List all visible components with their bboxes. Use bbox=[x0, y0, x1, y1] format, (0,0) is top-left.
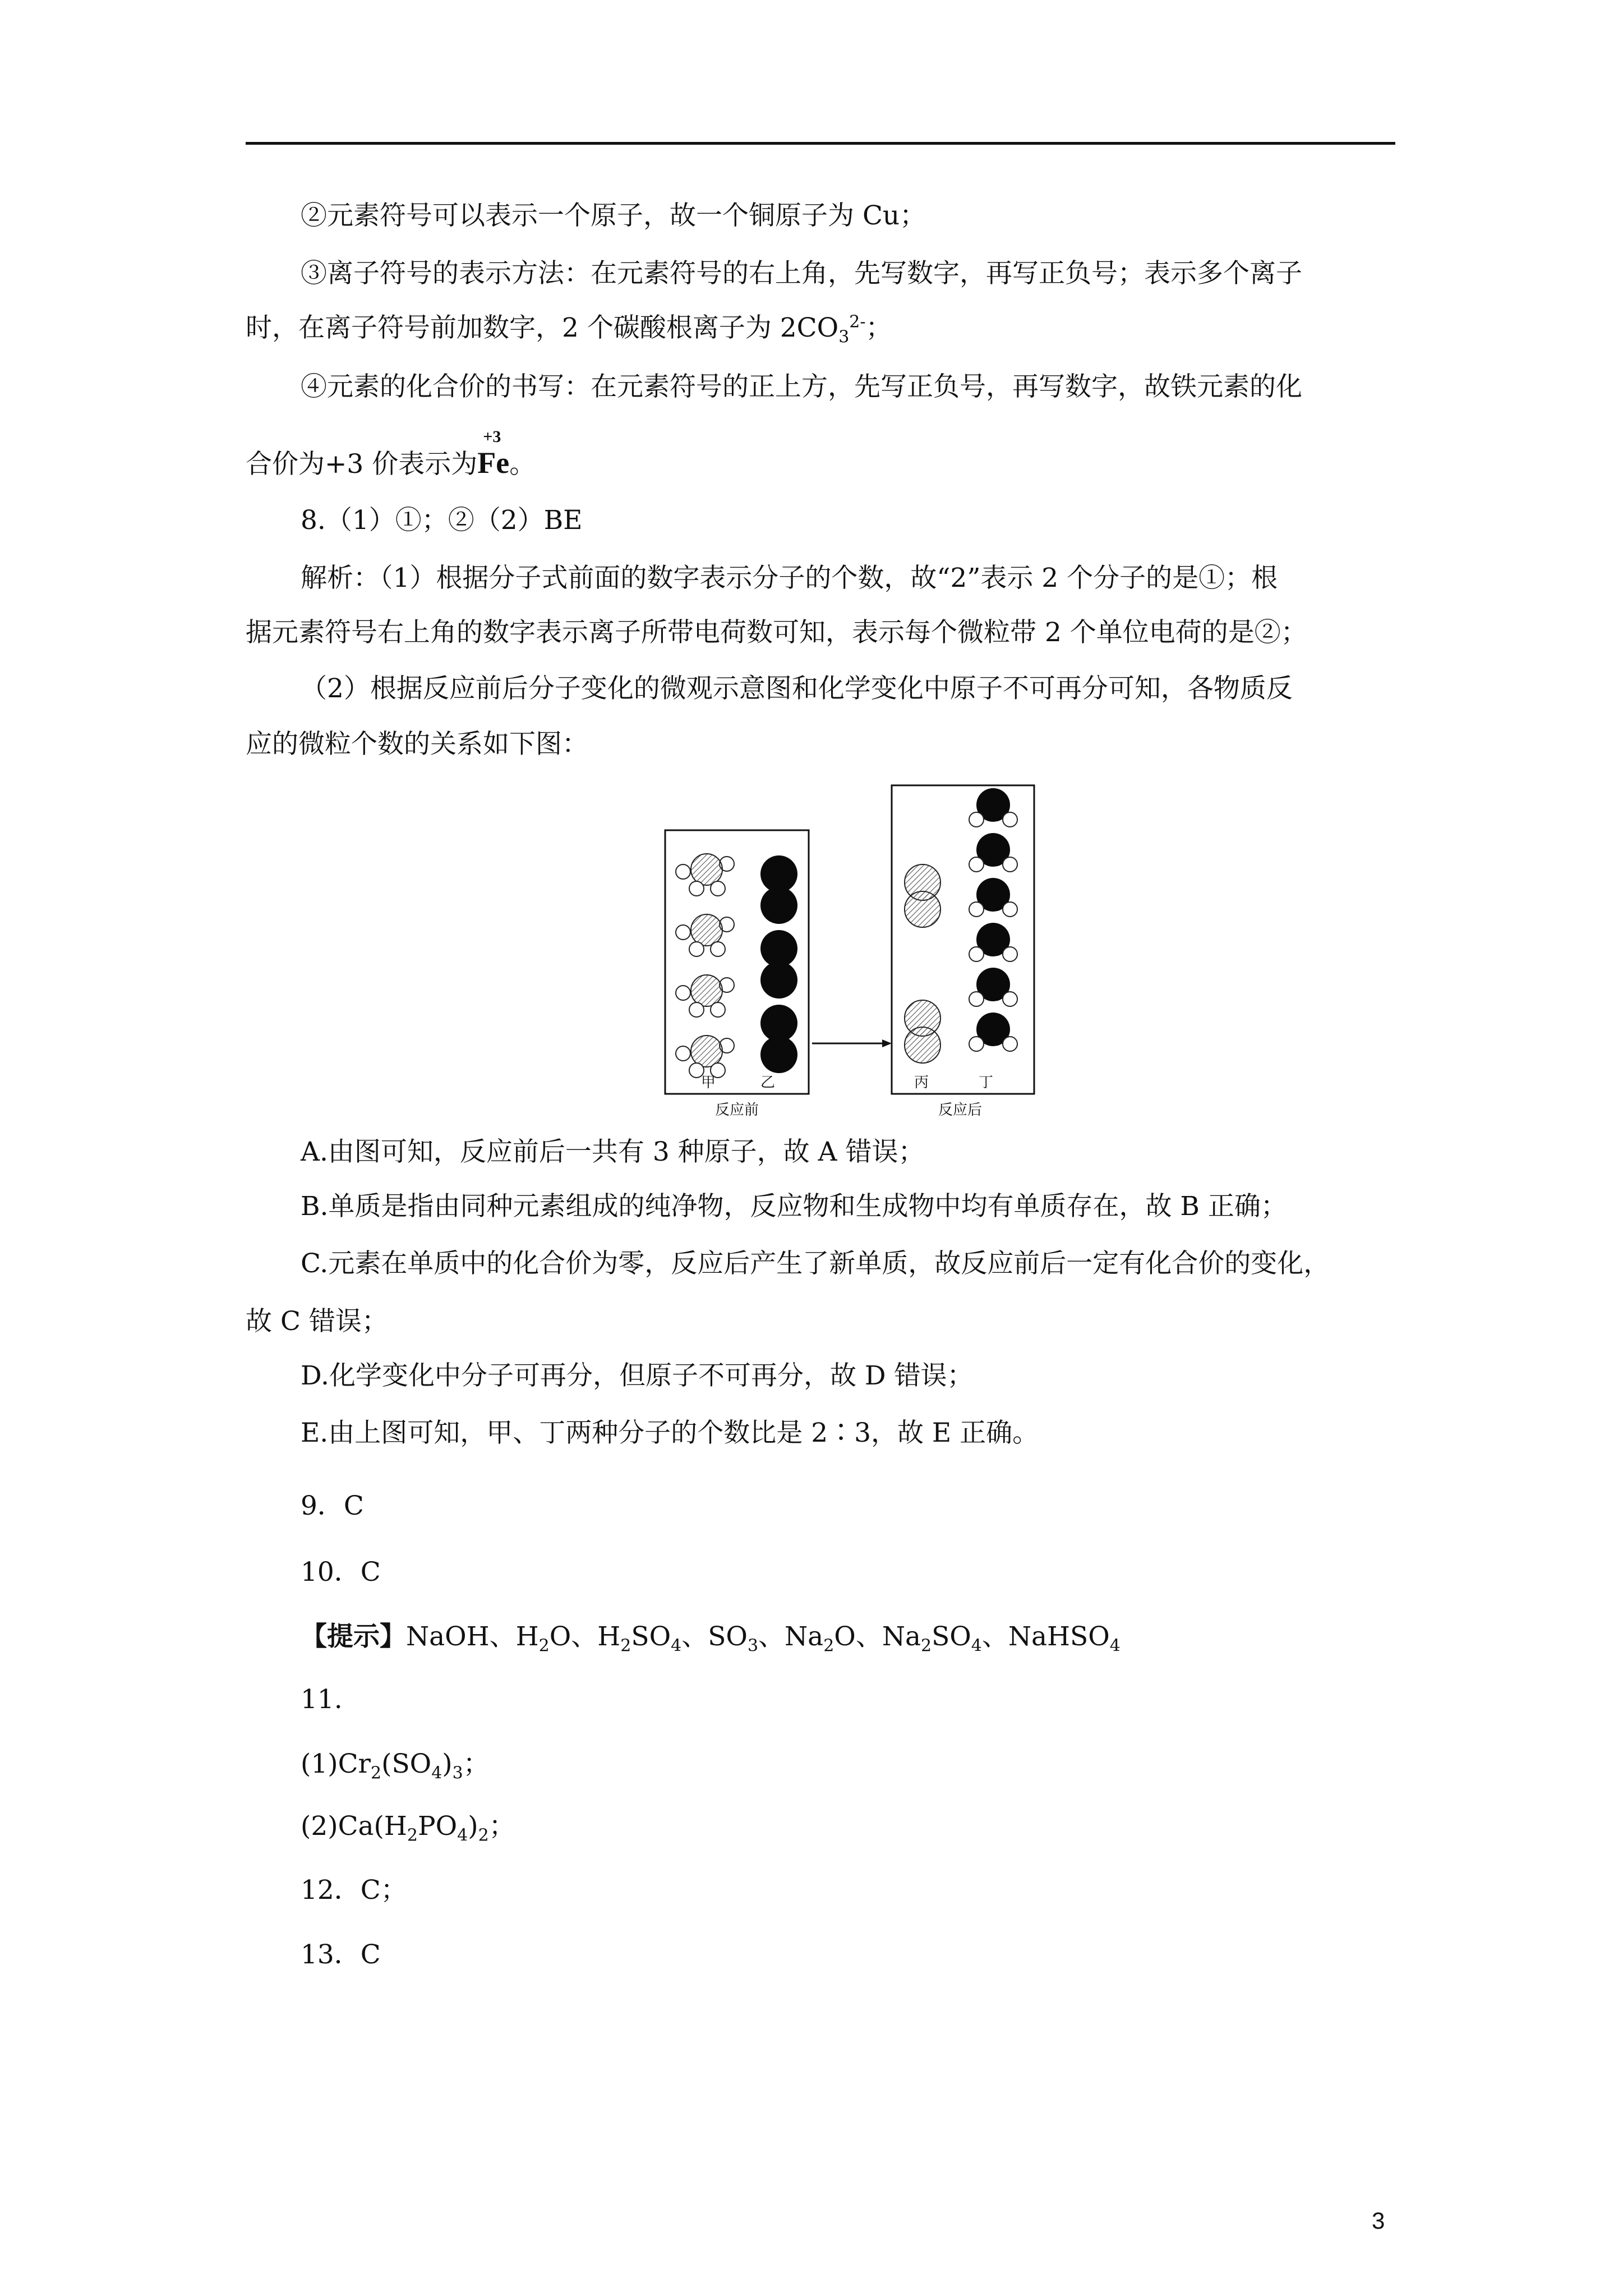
jia-molecule bbox=[676, 975, 734, 1017]
text-line: 8.（1）①；②（2）BE bbox=[301, 505, 583, 536]
text-line: A.由图可知，反应前后一共有 3 种原子，故 A 错误； bbox=[301, 1137, 925, 1167]
text-line: E.由上图可知，甲、丁两种分子的个数比是 2∶3，故 E 正确。 bbox=[301, 1418, 1039, 1448]
text-line: $(1)Cr_2(SO_4)_3$； bbox=[301, 1749, 490, 1783]
fe-valence: +3 Fe bbox=[477, 427, 510, 480]
ding-molecule bbox=[969, 788, 1017, 827]
text-line: 9．C bbox=[301, 1490, 364, 1521]
ding-molecule bbox=[969, 1013, 1017, 1051]
text-line: ②元素符号可以表示一个原子，故一个铜原子为 Cu； bbox=[301, 200, 926, 231]
text-line: 故 C 错误； bbox=[246, 1306, 388, 1337]
text-line: 13．C bbox=[301, 1939, 381, 1970]
text-line: ④元素的化合价的书写：在元素符号的正上方，先写正负号，再写数字，故铁元素的化 bbox=[301, 371, 1302, 402]
text-line: 12．C； bbox=[301, 1875, 407, 1906]
page-number: 3 bbox=[1372, 2207, 1385, 2234]
after-label: 反应后 bbox=[938, 1101, 983, 1118]
text-line: D.化学变化中分子可再分，但原子不可再分，故 D 错误； bbox=[301, 1360, 974, 1391]
text-line: 解析：（1）根据分子式前面的数字表示分子的个数，故“2”表示 2 个分子的是①；根 bbox=[301, 563, 1278, 593]
bing-molecule bbox=[905, 864, 940, 927]
jia-molecule bbox=[676, 1036, 734, 1078]
text-line: C.元素在单质中的化合价为零，反应后产生了新单质，故反应前后一定有化合价的变化， bbox=[301, 1248, 1330, 1279]
text-line: 据元素符号右上角的数字表示离子所带电荷数可知，表示每个微粒带 2 个单位电荷的是②； bbox=[246, 617, 1307, 648]
text-line: $(2)Ca(H_2PO_4)_2$； bbox=[301, 1811, 515, 1846]
ding-molecule bbox=[969, 833, 1017, 872]
ding-molecule bbox=[969, 923, 1017, 961]
yi-molecule bbox=[760, 930, 797, 999]
text-line: 10．C bbox=[301, 1557, 381, 1588]
text-line: （2）根据反应前后分子变化的微观示意图和化学变化中原子不可再分可知，各物质反 bbox=[301, 673, 1293, 704]
yi-label: 乙 bbox=[760, 1074, 776, 1091]
text-line: 合价为+3 价表示为 +3 Fe。 bbox=[246, 427, 536, 480]
ding-molecule bbox=[969, 968, 1017, 1006]
reaction-diagram bbox=[662, 783, 1038, 1119]
text-line: ③离子符号的表示方法：在元素符号的右上角，先写数字，再写正负号；表示多个离子 bbox=[301, 258, 1302, 289]
jia-molecule bbox=[676, 854, 734, 896]
reaction-arrow bbox=[812, 1039, 892, 1047]
jia-molecule bbox=[676, 914, 734, 956]
ding-molecule bbox=[969, 878, 1017, 917]
yi-molecule bbox=[760, 855, 797, 924]
text-line: 【提示】NaOH、$H_2O$、$H_2SO_4$、$SO_3$、$Na_2O$、$Na_2SO_4$、NaHSO$_4$ bbox=[301, 1621, 1121, 1656]
text-line: 时，在离子符号前加数字，2 个碳酸根离子为 $2CO_3^{2-}$； bbox=[246, 312, 892, 347]
text-line: 应的微粒个数的关系如下图： bbox=[246, 729, 588, 760]
text-line: 11. bbox=[301, 1684, 343, 1715]
jia-label: 甲 bbox=[701, 1074, 716, 1091]
ding-label: 丁 bbox=[979, 1074, 994, 1091]
text-line: B.单质是指由同种元素组成的纯净物，反应物和生成物中均有单质存在，故 B 正确； bbox=[301, 1191, 1287, 1222]
before-label: 反应前 bbox=[715, 1101, 759, 1118]
bing-molecule bbox=[905, 1000, 940, 1063]
yi-molecule bbox=[760, 1005, 797, 1073]
bing-label: 丙 bbox=[914, 1074, 929, 1091]
header-rule bbox=[246, 142, 1395, 145]
